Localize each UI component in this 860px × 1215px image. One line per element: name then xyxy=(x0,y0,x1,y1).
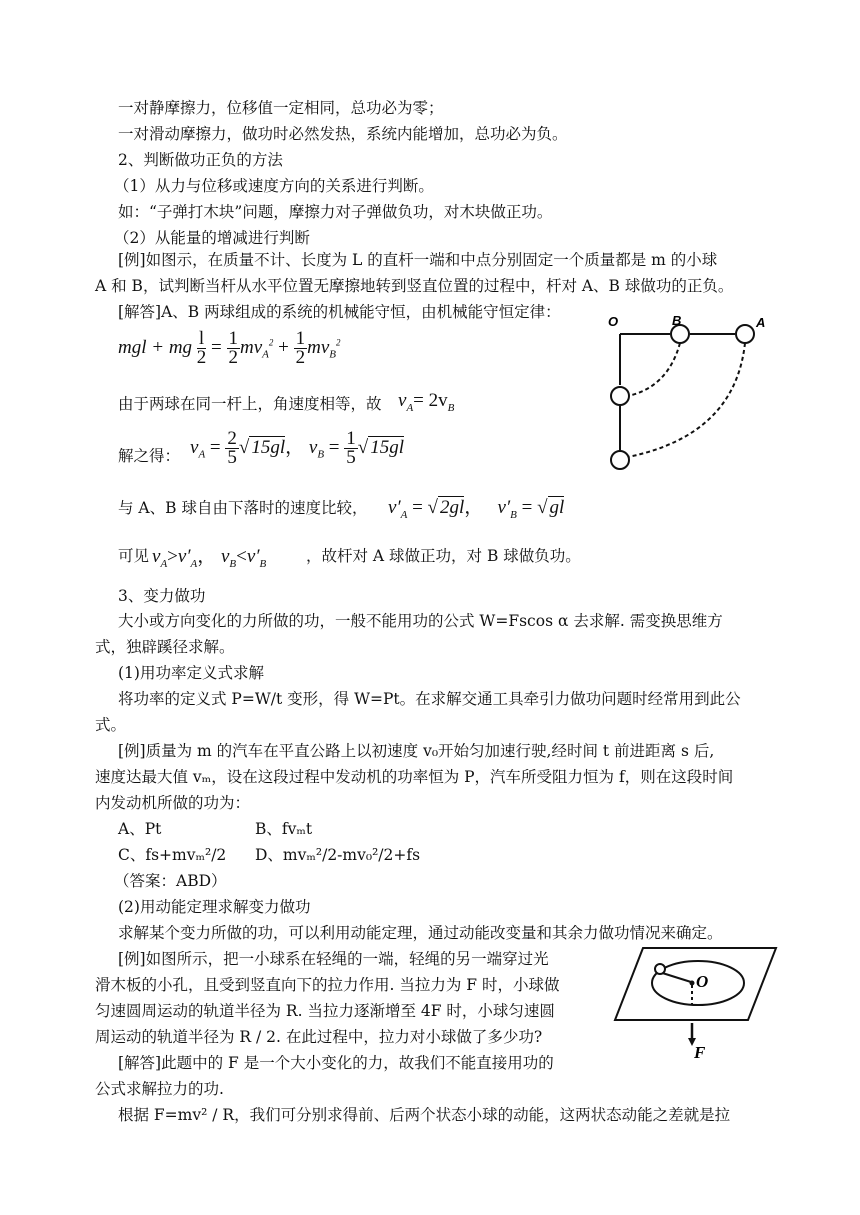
example-3-line-4: 周运动的轨道半径为 R / 2. 在此过程中，拉力对小球做了多少功? xyxy=(95,1028,543,1046)
solution-velocities: $v_A$ = $\frac{2}{5}$ √ 15gl， $v_B$ = $\frac{1}{5}$ √ 15gl xyxy=(190,428,404,468)
ball-a-start xyxy=(736,325,754,343)
text-line-conclusion: ，故杆对 A 球做正功，对 B 球做负功。 xyxy=(306,547,581,565)
text-line-2: 一对滑动摩擦力，做功时必然发热，系统内能增加，总功必为负。 xyxy=(118,125,568,143)
section-heading-2: 2、判断做功正负的方法 xyxy=(118,151,283,169)
answer-line: （答案：ABD） xyxy=(114,872,227,890)
text-line-kinetic: 求解某个变力所做的功，可以利用动能定理，通过动能改变量和其余力做功情况来确定。 xyxy=(118,924,723,942)
example-1-line-1: [例]如图示，在质量不计、长度为 L 的直杆一端和中点分别固定一个质量都是 m 的小球 xyxy=(118,251,718,269)
example-2-line-2: 速度达最大值 vₘ，设在这段过程中发动机的功率恒为 P，汽车所受阻力恒为 f，则在这段时间 xyxy=(95,768,734,786)
free-fall-velocities: $v'_A$ = √ 2gl， $v'_B$ = √ gl xyxy=(388,497,565,521)
text-line-angular: 由于两球在同一杆上，角速度相等，故 xyxy=(118,395,382,413)
subheading-power: (1)用功率定义式求解 xyxy=(118,664,264,682)
example-3-line-2: 滑木板的小孔，且受到竖直向下的拉力作用. 当拉力为 F 时，小球做 xyxy=(95,976,560,994)
example-3-line-3: 匀速圆周运动的轨道半径为 R. 当拉力逐渐增至 4F 时，小球匀速圆 xyxy=(95,1002,555,1020)
text-line-power-2: 式。 xyxy=(95,716,127,734)
rod-rotation-figure xyxy=(600,305,780,475)
example-2-line-3: 内发动机所做的功为： xyxy=(95,794,251,812)
solution-3-line-1: [解答]此题中的 F 是一个大小变化的力，故我们不能直接用功的 xyxy=(118,1054,554,1072)
solution-3-line-2: 公式求解拉力的功. xyxy=(95,1080,224,1098)
ball-a-end xyxy=(611,451,629,469)
text-line-conclusion-prefix: 可见 xyxy=(118,547,150,565)
subheading-2: （2）从能量的增减进行判断 xyxy=(114,229,310,247)
energy-equation: mgl + mg $\frac{l}{2}$ = $\frac{1}{2}$ $mv_A^2$ + $\frac{1}{2}$ $mv_B^2$ xyxy=(118,328,341,368)
label-f: F xyxy=(694,1043,706,1060)
text-line-solve: 解之得： xyxy=(118,447,181,465)
text-line-power-1: 将功率的定义式 P=W/t 变形，得 W=Pt。在求解交通工具牵引力做功问题时经常用到此公 xyxy=(118,690,741,708)
label-o: O xyxy=(696,972,709,991)
label-a: A xyxy=(756,315,766,330)
label-o: O xyxy=(608,314,619,329)
text-line-variable-force-1: 大小或方向变化的力所做的功，一般不能用功的公式 W=Fscos α 去求解. 需变换思维方 xyxy=(118,612,723,630)
velocity-inequalities: $v_A>v'_A$， $v_B<v'_B$ xyxy=(152,546,267,570)
text-line-variable-force-2: 式，独辟蹊径求解。 xyxy=(95,638,235,656)
section-heading-3: 3、变力做功 xyxy=(118,587,206,605)
subheading-kinetic: (2)用动能定理求解变力做功 xyxy=(118,898,311,916)
example-3-line-1: [例]如图所示，把一小球系在轻绳的一端，轻绳的另一端穿过光 xyxy=(118,950,549,968)
option-c: C、fs+mvₘ²/2 xyxy=(118,846,227,864)
subheading-1: （1）从力与位移或速度方向的关系进行判断。 xyxy=(114,177,434,195)
text-line-1: 一对静摩擦力，位移值一定相同，总功必为零； xyxy=(118,99,444,117)
text-line-5: 如：“子弹打木块”问题，摩擦力对子弹做负功，对木块做正功。 xyxy=(118,203,553,221)
ball-b-end xyxy=(611,387,629,405)
option-b: B、fvₘt xyxy=(255,820,313,838)
solution-3-line-3: 根据 F=mv² / R，我们可分别求得前、后两个状态小球的动能，这两状态动能之差就是拉 xyxy=(118,1106,731,1124)
velocity-relation: $v_A= 2v_B$ xyxy=(398,390,455,414)
option-a: A、Pt xyxy=(118,820,162,838)
example-1-line-2: A 和 B，试判断当杆从水平位置无摩擦地转到竖直位置的过程中，杆对 A、B 球做功的正负。 xyxy=(95,277,734,295)
text-line-compare: 与 A、B 球自由下落时的速度比较， xyxy=(118,499,368,517)
circular-motion-figure xyxy=(610,945,785,1060)
option-d: D、mvₘ²/2-mv₀²/2+fs xyxy=(255,846,421,864)
solution-1-intro: [解答]A、B 两球组成的系统的机械能守恒，由机械能守恒定律： xyxy=(118,303,561,321)
label-b: B xyxy=(672,313,682,328)
example-2-line-1: [例]质量为 m 的汽车在平直公路上以初速度 v₀开始匀加速行驶,经时间 t 前进距离 s 后, xyxy=(118,742,715,760)
